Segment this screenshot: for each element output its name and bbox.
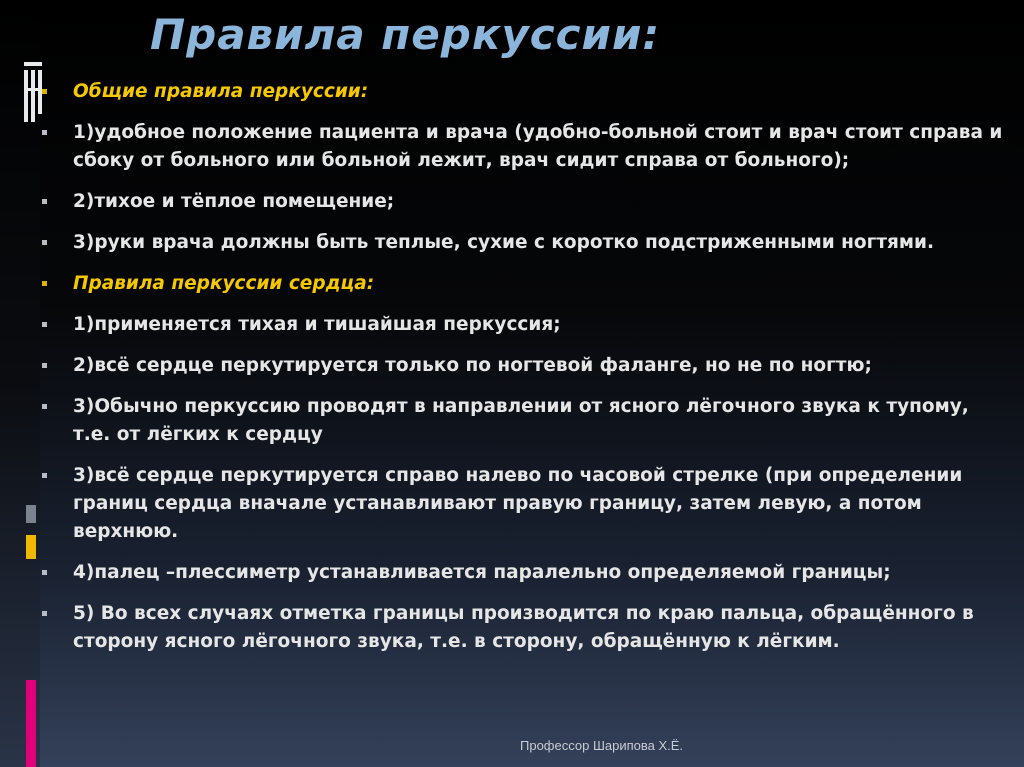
list-item [42, 352, 1012, 380]
slide-title: Правила перкуссии: [150, 10, 661, 59]
list-item-text: 3)всё сердце перкутируется справо налево по часовой стрелке (при определении границ сердца вначале устанавливают правую границу, затем левую, а потом верхнюю. [73, 465, 963, 542]
bullet-square-icon [42, 363, 47, 368]
list-item-text: 5) Во всех случаях отметка границы производится по краю пальца, обращённого в сторону ясного лёгочного звука, т.е. в сторону, обращённую к лёгким. [73, 603, 974, 652]
list-item [42, 600, 1012, 656]
list-item [42, 229, 1012, 257]
decor-bars-bottom [26, 505, 36, 767]
section-heading [42, 78, 1012, 106]
list-item-text: 1)применяется тихая и тишайшая перкуссия; [73, 314, 561, 335]
decor-bar-yellow [26, 535, 36, 559]
list-item [42, 393, 1012, 449]
bullet-square-icon [42, 240, 47, 245]
list-item-text: Правила перкуссии сердца: [73, 273, 375, 294]
list-item [42, 559, 1012, 587]
decor-bar-gray [26, 505, 36, 523]
bullet-square-icon [42, 199, 47, 204]
decor-bar-pink [26, 680, 36, 767]
list-item-text: 2)тихое и тёплое помещение; [73, 191, 395, 212]
slide-footer: Профессор Шарипова Х.Ё. [520, 738, 684, 753]
bullet-square-icon [42, 322, 47, 327]
list-item-text: Общие правила перкуссии: [73, 81, 369, 102]
bullet-list [42, 78, 1012, 669]
bullet-square-icon [42, 130, 47, 135]
bullet-square-icon [42, 281, 47, 286]
bullet-square-icon [42, 570, 47, 575]
list-item-text: 1)удобное положение пациента и врача (удобно-больной стоит и врач стоит справа и сбоку от больного или больной лежит, врач сидит справа от больного); [73, 122, 1003, 171]
bullet-square-icon [42, 611, 47, 616]
list-item-text: 4)палец –плессиметр устанавливается паралельно определяемой границы; [73, 562, 891, 583]
bullet-square-icon [42, 89, 47, 94]
list-item-text: 2)всё сердце перкутируется только по ногтевой фаланге, но не по ногтю; [73, 355, 872, 376]
list-item [42, 188, 1012, 216]
list-item [42, 311, 1012, 339]
section-heading [42, 270, 1012, 298]
list-item [42, 119, 1012, 175]
list-item-text: 3)руки врача должны быть теплые, сухие с коротко подстриженными ногтями. [73, 232, 934, 253]
list-item [42, 462, 1012, 546]
list-item-text: 3)Обычно перкуссию проводят в направлении от ясного лёгочного звука к тупому, т.е. от лёгких к сердцу [73, 396, 969, 445]
bullet-square-icon [42, 404, 47, 409]
bullet-square-icon [42, 473, 47, 478]
